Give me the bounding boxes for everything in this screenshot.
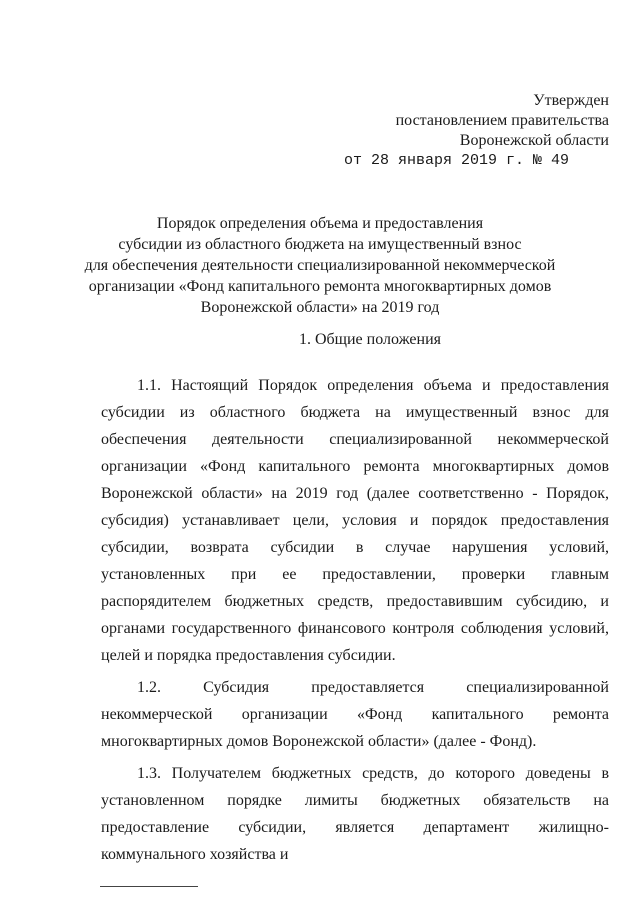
approval-line-region: Воронежской области [459,132,609,149]
approval-line-resolution: постановлением правительства [395,112,609,129]
section-heading: 1. Общие положения [298,331,442,348]
document-title [60,213,580,318]
paragraph-1-2: 1.2. Субсидия предоставляется специализированной некоммерческой организации «Фонд капитального ремонта многоквартирных домов Воронежской области» (далее - Фонд). [101,679,609,750]
approval-block [344,91,609,171]
footnote-divider [100,886,198,887]
paragraph-1-3: 1.3. Получателем бюджетных средств, до которого доведены в установленном порядке лимиты бюджетных обязательств на предоставление субсидии, является департамент жилищно-коммунального хозяйства и [101,765,609,863]
title-line-3: для обеспечения деятельности специализированной некоммерческой [84,257,556,274]
approval-date-number: от 28 января 2019 г. № 49 [343,152,569,169]
paragraph-1-1: 1.1. Настоящий Порядок определения объема и предоставления субсидии из областного бюджета на имущественный взнос для обеспечения деятельности специализированной некоммерческой организации «Фонд капитального ремонта многоквартирных домов Воронежской области» на 2019 год (далее соответственно - Порядок, субсидия) устанавливает цели, условия и порядок предоставления субсидии, возврата субсидии в случае нарушения условий, установленных при ее предоставлении, проверки главным распорядителем бюджетных средств, предоставившим субсидию, и органами государственного финансового контроля соблюдения условий, целей и порядка предоставления субсидии. [101,377,609,664]
title-line-1: Порядок определения объема и предоставления [156,215,484,232]
title-line-4: организации «Фонд капитального ремонта многоквартирных домов [88,278,552,295]
title-line-2: субсидии из областного бюджета на имущественный взнос [118,236,522,253]
title-line-5: Воронежской области» на 2019 год [200,299,440,316]
document-body [101,372,609,873]
approval-line-approved: Утвержден [533,92,609,109]
